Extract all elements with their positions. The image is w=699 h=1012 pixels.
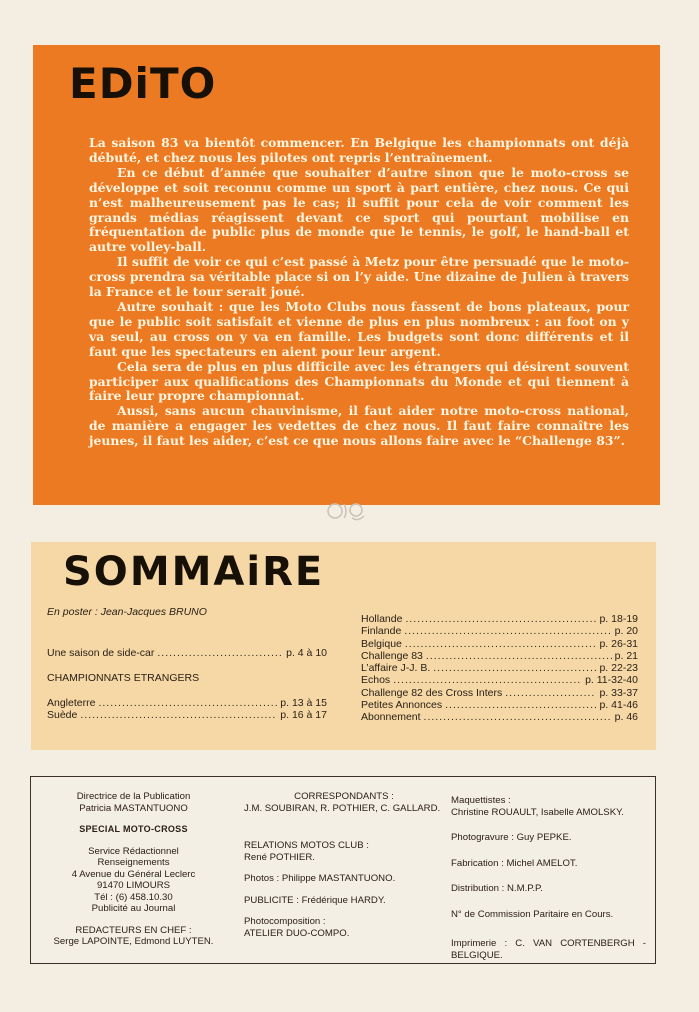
toc-label: Challenge 82 des Cross Inters (361, 686, 503, 699)
publicite-credit: PUBLICITE : Frédérique HARDY. (244, 894, 386, 906)
toc-label: Suède (47, 709, 78, 722)
sommaire-panel (31, 542, 656, 750)
toc-entry[interactable] (361, 674, 638, 686)
maquettistes-names: Christine ROUAULT, Isabelle AMOLSKY. (451, 806, 624, 818)
toc-label: Echos (361, 674, 391, 687)
service-line: 4 Avenue du Général Leclerc (71, 868, 196, 880)
toc-leader (426, 650, 612, 662)
toc-left-top (47, 647, 327, 661)
toc-entry[interactable] (361, 711, 638, 723)
relations-title: RELATIONS MOTOS CLUB : (244, 840, 369, 851)
service-line: Service Rédactionnel (88, 845, 179, 857)
credits-col-left (41, 791, 226, 948)
special-moto-cross: SPECIAL MOTO-CROSS (79, 824, 188, 834)
directrice-title: Directrice de la Publication (76, 791, 191, 802)
imprimerie-credit: Imprimerie : C. VAN CORTENBERGH - BELGIQUE. (451, 938, 646, 961)
toc-pages: p. 16 à 17 (280, 709, 327, 722)
toc-leader (445, 699, 596, 711)
toc-left-foreign (47, 697, 327, 722)
toc-entry[interactable] (361, 699, 638, 711)
toc-label: Challenge 83 (361, 649, 423, 662)
toc-leader (433, 662, 596, 674)
toc-label: Angleterre (47, 697, 96, 709)
poster-line: En poster : Jean-Jacques BRUNO (47, 606, 207, 618)
photogravure-credit: Photogravure : Guy PEPKE. (451, 832, 572, 843)
toc-pages: p. 18-19 (599, 613, 638, 625)
toc-label: Belgique (361, 637, 402, 650)
edito-text (89, 136, 629, 449)
service-line: Renseignements (97, 857, 170, 868)
relations-name: René POTHIER. (244, 851, 315, 863)
maquettistes-title: Maquettistes : (451, 795, 511, 806)
credits-col-middle (244, 791, 444, 939)
toc-entry[interactable] (361, 613, 638, 625)
correspondants-names: J.M. SOUBIRAN, R. POTHIER, C. GALLARD. (244, 802, 441, 814)
toc-entry[interactable] (361, 625, 638, 637)
toc-pages: p. 11-32-40 (585, 674, 638, 687)
service-line: Tél : (6) 458.10.30 (94, 891, 173, 903)
service-line: Publicité au Journal (91, 903, 176, 914)
toc-leader (393, 674, 582, 686)
edito-panel (33, 45, 660, 505)
fabrication-credit: Fabrication : Michel AMELOT. (451, 857, 578, 869)
toc-leader (505, 687, 596, 699)
toc-pages: p. 33-37 (599, 686, 638, 699)
service-address (41, 846, 226, 915)
championnats-heading: CHAMPIONNATS ETRANGERS (47, 672, 200, 684)
toc-pages: p. 26-31 (599, 637, 638, 650)
sommaire-title: SOMMAiRE (63, 549, 325, 595)
photos-credit: Photos : Philippe MASTANTUONO. (244, 873, 396, 884)
photocomposition-title: Photocomposition : (244, 916, 326, 927)
toc-pages: p. 22-23 (599, 662, 638, 675)
service-line: 91470 LIMOURS (96, 880, 171, 891)
edito-paragraph: En ce début d’année que souhaiter d’autre sinon que le moto-cross se développe et soit reconnu comme un sport à part entière, chez nous. Ce qui n’est malheureusement pas le cas; il suffit pour cela de voir comment les grands médias réagissent devant ce sport qui pourtant mobilise en fréquentation de public plus de monde que le tennis, le golf, le hand-ball et autre volley-ball. (89, 164, 629, 255)
credits-box (30, 776, 656, 964)
toc-right (361, 613, 638, 724)
photocomposition-name: ATELIER DUO-COMPO. (244, 927, 350, 939)
distribution-credit: Distribution : N.M.P.P. (451, 883, 543, 894)
toc-label: L’affaire J-J. B. (361, 662, 431, 675)
toc-label: Petites Annonces (361, 699, 443, 712)
edito-title: EDiTO (69, 59, 217, 108)
toc-pages: p. 46 (614, 711, 638, 724)
toc-entry[interactable] (361, 662, 638, 674)
edito-paragraph: Cela sera de plus en plus difficile avec les étrangers qui désirent souvent participer aux qualifications des Championnats du Monde et qui tiennent à faire leur propre championnat. (89, 358, 629, 404)
toc-leader (98, 697, 277, 709)
toc-label: Hollande (361, 613, 403, 625)
toc-leader (404, 625, 611, 637)
toc-pages: p. 21 (614, 649, 638, 662)
toc-entry[interactable] (361, 638, 638, 650)
toc-pages: p. 41-46 (599, 699, 638, 712)
redacteurs-title: REDACTEURS EN CHEF : (75, 924, 192, 936)
edito-paragraph: La saison 83 va bientôt commencer. En Belgique les championnats ont déjà débuté, et chez nous les pilotes ont repris l’entraînement. (89, 135, 629, 165)
toc-leader (80, 709, 277, 721)
toc-leader (405, 638, 597, 650)
toc-pages: p. 20 (614, 625, 638, 638)
credits-col-right (451, 795, 646, 961)
toc-entry[interactable] (47, 697, 327, 709)
toc-entry[interactable] (361, 687, 638, 699)
toc-pages: p. 4 à 10 (286, 647, 327, 659)
commission-paritaire: N° de Commission Paritaire en Cours. (451, 908, 614, 920)
directrice-name: Patricia MASTANTUONO (79, 802, 188, 814)
toc-entry[interactable] (47, 647, 327, 661)
toc-leader (405, 613, 596, 625)
edito-paragraph: Il suffit de voir ce qui c’est passé à Metz pour être persuadé que le moto-cross prendra sa véritable place si on l’y aide. Une dizaine de Julien à travers la France et le tour serait joué. (89, 254, 629, 300)
toc-leader (157, 647, 283, 659)
edito-paragraph: Aussi, sans aucun chauvinisme, il faut aider notre moto-cross national, de manière a engager les vedettes de chez nous. Il faut faire connaître les jeunes, il faut les aider, c’est ce que nous allons faire avec le “Challenge 83”. (89, 403, 629, 449)
faded-stamp-logo (322, 498, 370, 524)
toc-label: Une saison de side-car (47, 647, 155, 659)
redacteurs-names: Serge LAPOINTE, Edmond LUYTEN. (53, 936, 214, 947)
toc-label: Finlande (361, 625, 402, 638)
toc-pages: p. 13 à 15 (280, 697, 327, 709)
correspondants-title: CORRESPONDANTS : (294, 791, 394, 802)
edito-paragraph: Autre souhait : que les Moto Clubs nous fassent de bons plateaux, pour que le public soit satisfait et vienne de plus en plus nombreux : au foot on y va seul, au cross on y va en famille. Les budgets sont donc différents et il faut que les spectateurs en aient pour leur argent. (89, 298, 629, 359)
toc-entry[interactable] (361, 650, 638, 662)
toc-leader (424, 711, 612, 723)
toc-entry[interactable] (47, 709, 327, 721)
toc-label: Abonnement (361, 711, 421, 724)
